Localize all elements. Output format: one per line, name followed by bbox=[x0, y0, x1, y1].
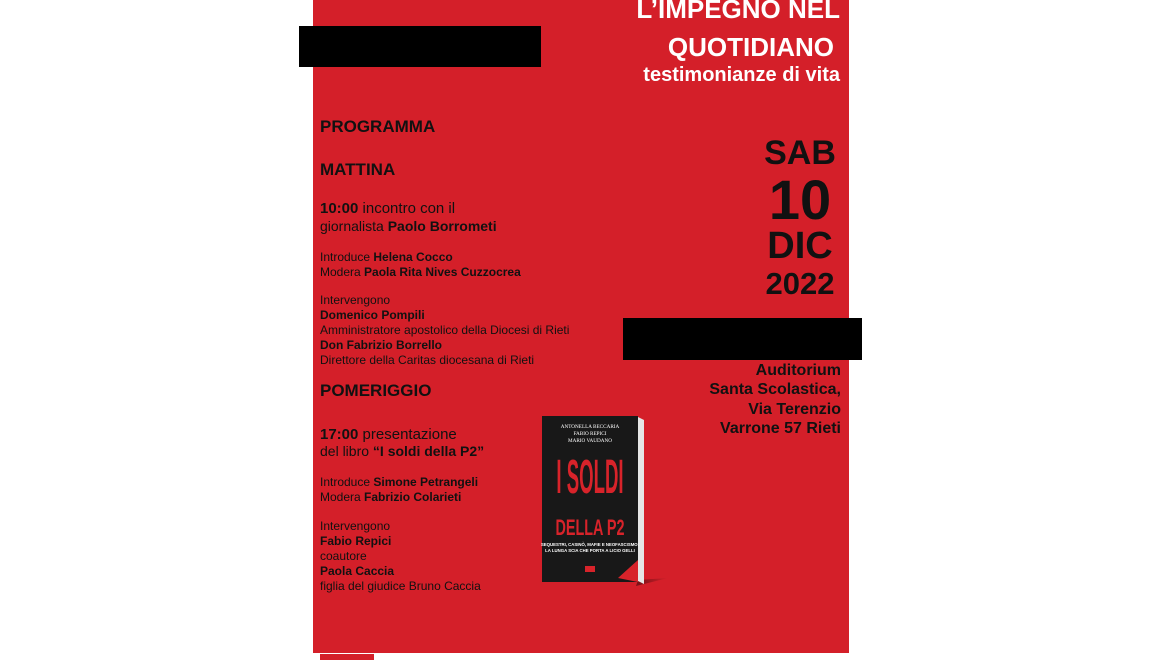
poster-subtitle: testimonianze di vita bbox=[643, 64, 840, 86]
afternoon-speaker2-name: Paola Caccia bbox=[320, 564, 395, 578]
book-title-line1: I SOLDI bbox=[556, 449, 624, 504]
afternoon-book-title: “I soldi della P2” bbox=[372, 443, 485, 459]
afternoon-book-line bbox=[320, 443, 484, 459]
book-tagline-2: LA LUNGA SCIA CHE PORTA A LICIO GELLI bbox=[545, 548, 635, 553]
afternoon-heading: POMERIGGIO bbox=[320, 381, 432, 400]
afternoon-time: 17:00 bbox=[320, 426, 359, 443]
footer-logo-fragment bbox=[320, 654, 374, 660]
morning-event bbox=[320, 200, 455, 217]
morning-moderator bbox=[320, 265, 521, 279]
book-tagline-1: SEQUESTRI, CASINÒ, MAFIE E NEOFASCISMO: bbox=[540, 542, 640, 547]
date-weekday: SAB bbox=[764, 134, 836, 172]
morning-speakers-label: Intervengono bbox=[320, 293, 391, 307]
morning-event-text2: giornalista bbox=[320, 218, 388, 234]
afternoon-moderator bbox=[320, 490, 461, 504]
morning-speaker2-name: Don Fabrizio Borrello bbox=[320, 338, 443, 352]
redaction-bar-middle bbox=[623, 318, 862, 360]
morning-speaker1-name: Domenico Pompili bbox=[320, 308, 425, 322]
afternoon-speaker1-role: coautore bbox=[320, 549, 367, 563]
redaction-bar-top bbox=[299, 26, 541, 67]
date-day: 10 bbox=[768, 168, 832, 231]
morning-time: 10:00 bbox=[320, 200, 359, 217]
moderator-label: Modera bbox=[320, 265, 365, 279]
afternoon-introduce bbox=[320, 475, 478, 489]
afternoon-speaker2-role: figlia del giudice Bruno Caccia bbox=[320, 579, 481, 593]
morning-introduce bbox=[320, 250, 453, 264]
venue-line4: Varrone 57 Rieti bbox=[720, 420, 841, 437]
afternoon-event-text: presentazione bbox=[358, 426, 457, 443]
moderator-label: Modera bbox=[320, 490, 365, 504]
morning-event-text: incontro con il bbox=[358, 200, 456, 217]
morning-speaker1-role: Amministratore apostolico della Diocesi di Rieti bbox=[320, 323, 570, 337]
morning-guest: Paolo Borrometi bbox=[387, 218, 497, 234]
program-heading: PROGRAMMA bbox=[320, 117, 436, 136]
venue-line1: Auditorium bbox=[755, 362, 841, 379]
book-publisher-logo bbox=[585, 566, 595, 572]
morning-event-guest-line bbox=[320, 218, 497, 234]
afternoon-speaker1-name: Fabio Repici bbox=[320, 534, 392, 548]
afternoon-event-text2: del libro bbox=[320, 443, 373, 459]
introduce-name: Simone Petrangeli bbox=[373, 475, 479, 489]
date-month: DIC bbox=[767, 225, 833, 267]
afternoon-event bbox=[320, 426, 457, 443]
book-author-2: FABIO REPICI bbox=[573, 431, 607, 437]
book-cover-image bbox=[536, 410, 672, 590]
moderator-name: Fabrizio Colarieti bbox=[364, 490, 462, 504]
introduce-label: Introduce bbox=[320, 475, 374, 489]
book-author-3: MARIO VAUDANO bbox=[567, 438, 613, 444]
date-year: 2022 bbox=[765, 266, 835, 301]
poster-title-line2: QUOTIDIANO bbox=[667, 32, 834, 62]
afternoon-speakers-label: Intervengono bbox=[320, 519, 391, 533]
morning-speaker2-role: Direttore della Caritas diocesana di Rieti bbox=[320, 353, 535, 367]
poster-title-line1: L’IMPEGNO NEL bbox=[636, 0, 840, 24]
venue-line2: Santa Scolastica, bbox=[709, 381, 841, 398]
book-title-line2: DELLA P2 bbox=[555, 515, 625, 541]
venue-line3: Via Terenzio bbox=[748, 401, 841, 418]
introduce-name: Helena Cocco bbox=[373, 250, 453, 264]
morning-heading: MATTINA bbox=[320, 160, 396, 179]
introduce-label: Introduce bbox=[320, 250, 374, 264]
moderator-name: Paola Rita Nives Cuzzocrea bbox=[364, 265, 521, 279]
book-author-1: ANTONELLA BECCARIA bbox=[560, 424, 620, 430]
